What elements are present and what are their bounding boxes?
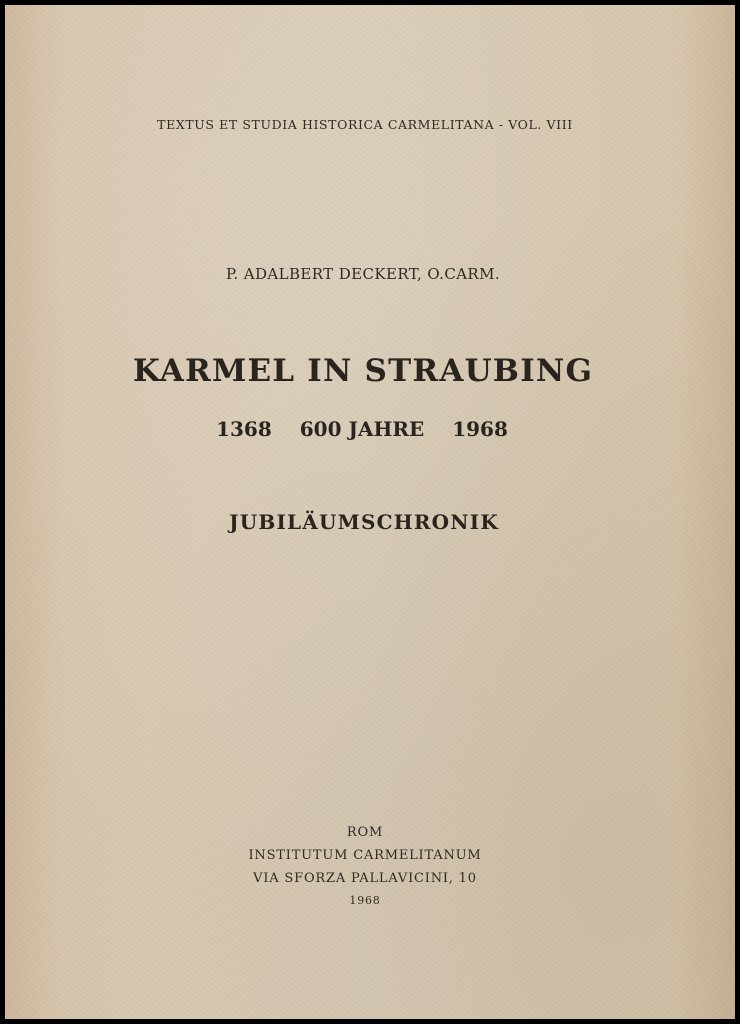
- imprint-publisher: INSTITUTUM CARMELITANUM: [248, 848, 482, 863]
- author-name: P. ADALBERT DECKERT, O.CARM.: [225, 265, 501, 283]
- book-cover: [5, 5, 735, 1019]
- imprint-address: VIA SFORZA PALLAVICINI, 10: [253, 871, 477, 886]
- anniversary-years: [0, 417, 727, 441]
- book-title: KARMEL IN STRAUBING: [132, 353, 594, 389]
- book-subtitle: JUBILÄUMSCHRONIK: [229, 510, 499, 534]
- anniversary-label: 600 JAHRE: [299, 417, 425, 441]
- end-year: 1968: [452, 417, 508, 441]
- start-year: 1368: [216, 417, 272, 441]
- imprint-place: ROM: [346, 825, 384, 840]
- imprint-year: 1968: [349, 894, 381, 907]
- series-title: TEXTUS ET STUDIA HISTORICA CARMELITANA - VOL. VIII: [157, 117, 573, 132]
